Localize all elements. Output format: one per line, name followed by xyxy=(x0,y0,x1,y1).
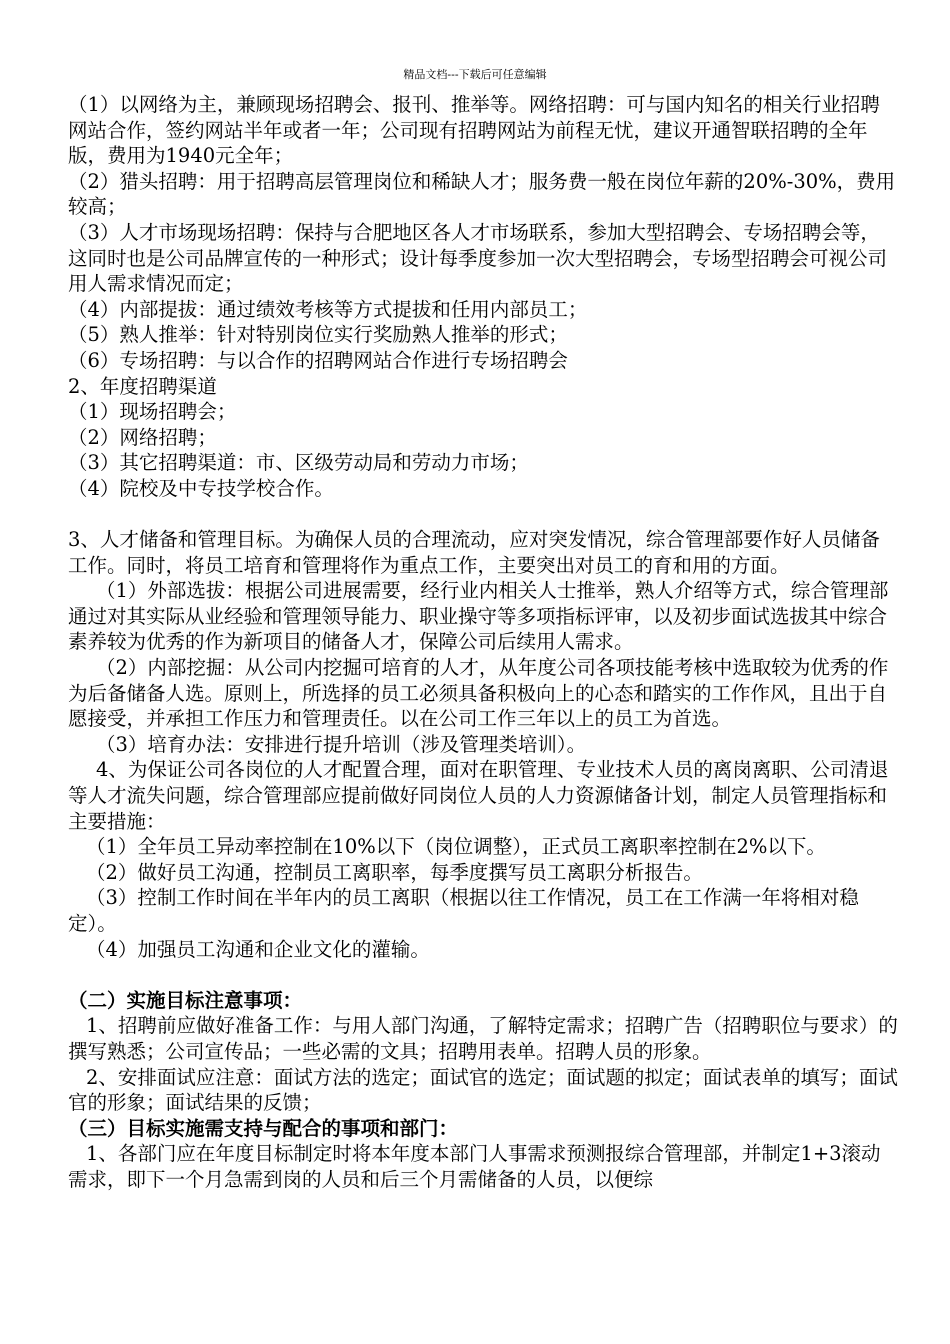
paragraph-channel-1: （1）以网络为主，兼顾现场招聘会、报刊、推举等。网络招聘：可与国内知名的相关行业招聘网站合作，签约网站半年或者一年；公司现有招聘网站为前程无忧，建议开通智联招聘的全年版，费用为1940元全年； xyxy=(68,93,880,168)
paragraph-external-selection: （1）外部选拔：根据公司进展需要，经行业内相关人士推举，熟人介绍等方式，综合管理部通过对其实际从业经验和管理领导能力、职业操守等多项指标评审，以及初步面试选拔其中综合素养较为优秀的作为新项目的储备人才，保障公司后续用人需求。 xyxy=(68,579,889,654)
paragraph-channel-2: （2）猎头招聘：用于招聘高层管理岗位和稀缺人才；服务费一般在岗位年薪的20%-30%，费用较高； xyxy=(68,169,896,219)
paragraph-internal-mining: （2）内部挖掘：从公司内挖掘可培育的人才，从年度公司各项技能考核中选取较为优秀的作为后备储备人选。原则上，所选择的员工必须具备积极向上的心态和踏实的工作作风，且出于自愿接受，并承担工作压力和管理责任。以在公司工作三年以上的员工为首选。 xyxy=(68,656,889,731)
paragraph-talent-reserve: 3、人才储备和管理目标。为确保人员的合理流动，应对突发情况，综合管理部要作好人员储备工作。同时，将员工培育和管理将作为重点工作，主要突出对员工的育和用的方面。 xyxy=(68,528,880,577)
blank-line xyxy=(68,502,898,528)
list-item-onsite: （1）现场招聘会； xyxy=(68,400,237,424)
list-item-schools: （4）院校及中专技学校合作。 xyxy=(68,476,334,500)
paragraph-channel-4: （4）内部提拔：通过绩效考核等方式提拔和任用内部员工； xyxy=(68,297,588,321)
paragraph-staffing-plan: 4、为保证公司各岗位的人才配置合理，面对在职管理、专业技术人员的离岗离职、公司清退等人才流失问题，综合管理部应提前做好同岗位人员的人力资源储备计划，制定人员管理指标和主要措施： xyxy=(68,758,889,833)
section-heading-notes: （二）实施目标注意事项： xyxy=(68,988,303,1012)
measure-half-year: （3）控制工作时间在半年内的员工离职（根据以往工作情况，员工在工作满一年将相对稳定）。 xyxy=(68,886,859,935)
paragraph-channel-5: （5）熟人推举：针对特别岗位实行奖励熟人推举的形式； xyxy=(68,323,568,347)
blank-line xyxy=(68,962,898,988)
paragraph-channel-6: （6）专场招聘：与以合作的招聘网站合作进行专场招聘会 xyxy=(68,348,568,372)
list-item-online: （2）网络招聘； xyxy=(68,425,217,449)
paragraph-interview-notes: 2、安排面试应注意：面试方法的选定；面试官的选定；面试题的拟定；面试表单的填写；面试官的形象；面试结果的反馈； xyxy=(68,1065,898,1115)
paragraph-department-demand: 1、各部门应在年度目标制定时将本年度本部门人事需求预测报综合管理部，并制定1+3滚动需求，即下一个月急需到岗的人员和后三个月需储备的人员，以便综 xyxy=(68,1142,881,1191)
paragraph-recruit-prep: 1、招聘前应做好准备工作：与用人部门沟通，了解特定需求；招聘广告（招聘职位与要求）的撰写熟悉；公司宣传品；一些必需的文具；招聘用表单。招聘人员的形象。 xyxy=(68,1014,898,1063)
document-body xyxy=(68,92,898,1193)
section-heading-support: （三）目标实施需支持与配合的事项和部门： xyxy=(68,1116,459,1140)
paragraph-training-method: （3）培育办法：安排进行提升培训（涉及管理类培训）。 xyxy=(96,732,587,756)
list-item-other: （3）其它招聘渠道：市、区级劳动局和劳动力市场； xyxy=(68,451,529,475)
paragraph-channel-3: （3）人才市场现场招聘：保持与合肥地区各人才市场联系，参加大型招聘会、专场招聘会等，这同时也是公司品牌宣传的一种形式；设计每季度参加一次大型招聘会，专场型招聘会可视公司用人需求情况而定； xyxy=(68,220,888,296)
measure-turnover-rate: （1）全年员工异动率控制在10%以下（岗位调整），正式员工离职率控制在2%以下。 xyxy=(86,835,826,859)
heading-annual-channels: 2、年度招聘渠道 xyxy=(68,374,217,398)
measure-communication: （2）做好员工沟通，控制员工离职率，每季度撰写员工离职分析报告。 xyxy=(86,860,703,884)
page-header: 精品文档---下载后可任意编辑 xyxy=(403,68,547,81)
measure-culture: （4）加强员工沟通和企业文化的灌输。 xyxy=(86,937,430,961)
